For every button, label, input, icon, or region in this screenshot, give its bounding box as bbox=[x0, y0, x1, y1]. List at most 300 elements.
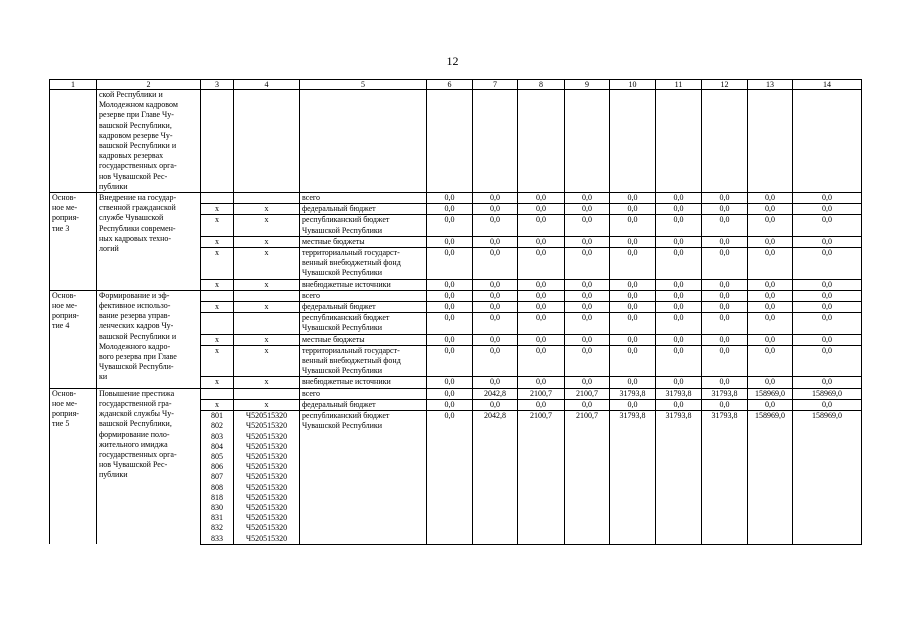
value-cell: 0,0 bbox=[565, 399, 610, 410]
text-line: венный внебюджетный фонд bbox=[302, 258, 401, 268]
text-line: Чувашской Республики bbox=[302, 225, 383, 235]
measure-label-cell bbox=[50, 193, 97, 291]
value-cell: 0,0 bbox=[518, 313, 565, 334]
measure-label-cell bbox=[50, 388, 97, 544]
value-cell: 0,0 bbox=[702, 334, 748, 345]
value-cell: 0,0 bbox=[518, 236, 565, 247]
text-line: 807 bbox=[211, 472, 223, 482]
value-cell: 0,0 bbox=[702, 302, 748, 313]
chapter-code-cell: х bbox=[201, 334, 234, 345]
funding-source-cell bbox=[300, 204, 427, 215]
chapter-code-cell bbox=[201, 388, 234, 399]
text-line: ки bbox=[99, 372, 108, 382]
text-line: жданской службы Чу- bbox=[99, 409, 174, 419]
value-cell: 0,0 bbox=[702, 204, 748, 215]
text-line: Ч520515320 bbox=[245, 421, 288, 431]
value-cell: 0,0 bbox=[565, 313, 610, 334]
value-cell: 0,0 bbox=[610, 279, 656, 290]
value-cell: 2042,8 bbox=[473, 411, 518, 545]
text-line: Ч520515320 bbox=[245, 502, 288, 512]
text-line: тие 4 bbox=[52, 321, 70, 331]
text-line: всего bbox=[302, 193, 321, 203]
text-line: территориальный государст- bbox=[302, 345, 400, 355]
target-code-cell bbox=[234, 313, 300, 334]
value-cell: 0,0 bbox=[473, 236, 518, 247]
value-cell: 0,0 bbox=[565, 302, 610, 313]
text-line: нов Чувашской Рес- bbox=[99, 460, 168, 470]
value-cell: 0,0 bbox=[610, 236, 656, 247]
text-line: ное ме- bbox=[52, 203, 78, 213]
value-cell: 0,0 bbox=[656, 248, 702, 280]
text-line: 808 bbox=[211, 482, 223, 492]
chapter-code-cell: х bbox=[201, 399, 234, 410]
value-cell: 0,0 bbox=[793, 215, 862, 236]
column-header: 6 bbox=[427, 80, 473, 90]
text-line: 804 bbox=[211, 441, 223, 451]
value-cell: 0,0 bbox=[702, 236, 748, 247]
chapter-code-cell: х bbox=[201, 248, 234, 280]
value-cell: 0,0 bbox=[793, 279, 862, 290]
value-cell: 0,0 bbox=[427, 399, 473, 410]
value-cell: 31793,8 bbox=[610, 411, 656, 545]
value-cell: 0,0 bbox=[748, 345, 793, 377]
value-cell: 0,0 bbox=[427, 204, 473, 215]
measure-title-cell bbox=[97, 290, 201, 388]
value-cell: 0,0 bbox=[427, 236, 473, 247]
text-line: Ч520515320 bbox=[245, 441, 288, 451]
text-line: Чувашской Республики bbox=[302, 323, 383, 333]
empty-cell bbox=[702, 90, 748, 193]
value-cell: 2100,7 bbox=[518, 411, 565, 545]
value-cell: 0,0 bbox=[793, 290, 862, 301]
value-cell: 0,0 bbox=[702, 313, 748, 334]
text-line: 818 bbox=[211, 492, 223, 502]
funding-source-cell bbox=[300, 313, 427, 334]
target-code-cell bbox=[234, 388, 300, 399]
value-cell: 0,0 bbox=[702, 193, 748, 204]
value-cell: 0,0 bbox=[656, 204, 702, 215]
text-line: ное ме- bbox=[52, 398, 78, 408]
text-line: Повышение престижа bbox=[99, 388, 175, 398]
text-line: всего bbox=[302, 388, 321, 398]
column-header: 7 bbox=[473, 80, 518, 90]
value-cell: 0,0 bbox=[565, 193, 610, 204]
chapter-code-cell: х bbox=[201, 204, 234, 215]
text-line: ленческих кадров Чу- bbox=[99, 321, 174, 331]
target-code-cell: х bbox=[234, 302, 300, 313]
column-header: 13 bbox=[748, 80, 793, 90]
value-cell: 0,0 bbox=[748, 313, 793, 334]
text-line: федеральный бюджет bbox=[302, 302, 376, 312]
value-cell: 2100,7 bbox=[565, 411, 610, 545]
value-cell: 0,0 bbox=[427, 215, 473, 236]
text-line: местные бюджеты bbox=[302, 236, 365, 246]
value-cell: 0,0 bbox=[748, 279, 793, 290]
header-row bbox=[50, 80, 862, 90]
value-cell: 0,0 bbox=[427, 279, 473, 290]
value-cell: 0,0 bbox=[427, 377, 473, 388]
funding-source-cell bbox=[300, 248, 427, 280]
chapter-code-cell bbox=[201, 411, 234, 545]
value-cell: 0,0 bbox=[610, 215, 656, 236]
text-line: фективное использо- bbox=[99, 301, 171, 311]
value-cell: 0,0 bbox=[427, 313, 473, 334]
text-line: Внедрение на государ- bbox=[99, 193, 177, 203]
chapter-code-cell: х bbox=[201, 377, 234, 388]
value-cell: 0,0 bbox=[656, 302, 702, 313]
empty-cell bbox=[748, 90, 793, 193]
value-cell: 31793,8 bbox=[656, 388, 702, 399]
column-header: 1 bbox=[50, 80, 97, 90]
value-cell: 2100,7 bbox=[565, 388, 610, 399]
text-line: роприя- bbox=[52, 409, 79, 419]
value-cell: 0,0 bbox=[473, 290, 518, 301]
text-line: 802 bbox=[211, 421, 223, 431]
value-cell: 0,0 bbox=[610, 248, 656, 280]
chapter-code-cell: х bbox=[201, 236, 234, 247]
text-line: 806 bbox=[211, 462, 223, 472]
value-cell: 0,0 bbox=[702, 279, 748, 290]
value-cell: 158969,0 bbox=[793, 388, 862, 399]
chapter-code-cell: х bbox=[201, 345, 234, 377]
text-line: ственной гражданской bbox=[99, 203, 176, 213]
text-line: республиканский бюджет bbox=[302, 215, 390, 225]
page-number: 12 bbox=[446, 54, 459, 68]
text-line: ное ме- bbox=[52, 301, 78, 311]
value-cell: 0,0 bbox=[793, 248, 862, 280]
value-cell: 0,0 bbox=[656, 193, 702, 204]
measure-title-cell bbox=[97, 90, 201, 193]
text-line: Чувашской Республики bbox=[302, 268, 383, 278]
value-cell: 0,0 bbox=[748, 399, 793, 410]
value-cell: 0,0 bbox=[656, 215, 702, 236]
value-cell: 0,0 bbox=[518, 334, 565, 345]
value-cell: 0,0 bbox=[565, 279, 610, 290]
text-line: формирование поло- bbox=[99, 429, 170, 439]
value-cell: 31793,8 bbox=[702, 388, 748, 399]
value-cell: 0,0 bbox=[427, 302, 473, 313]
value-cell: 0,0 bbox=[702, 345, 748, 377]
text-line: резерве при Главе Чу- bbox=[99, 110, 174, 120]
chapter-code-cell bbox=[201, 193, 234, 204]
column-header: 2 bbox=[97, 80, 201, 90]
value-cell: 158969,0 bbox=[793, 411, 862, 545]
value-cell: 0,0 bbox=[565, 248, 610, 280]
value-cell: 0,0 bbox=[427, 193, 473, 204]
value-cell: 0,0 bbox=[565, 215, 610, 236]
text-line: республиканский бюджет bbox=[302, 313, 390, 323]
text-line: 833 bbox=[211, 533, 223, 543]
value-cell: 0,0 bbox=[748, 236, 793, 247]
target-code-cell bbox=[234, 290, 300, 301]
text-line: Ч520515320 bbox=[245, 492, 288, 502]
text-line: 803 bbox=[211, 431, 223, 441]
text-line: Ч520515320 bbox=[245, 451, 288, 461]
value-cell: 0,0 bbox=[518, 248, 565, 280]
text-line: ской Республики и bbox=[99, 90, 163, 99]
text-line: кадровом резерве Чу- bbox=[99, 130, 173, 140]
value-cell: 0,0 bbox=[656, 345, 702, 377]
value-cell: 0,0 bbox=[610, 290, 656, 301]
target-code-cell: х bbox=[234, 345, 300, 377]
chapter-code-cell: х bbox=[201, 302, 234, 313]
value-cell: 0,0 bbox=[518, 215, 565, 236]
text-line: государственной гра- bbox=[99, 398, 172, 408]
funding-source-cell bbox=[300, 388, 427, 399]
target-code-cell: х bbox=[234, 204, 300, 215]
text-line: территориальный государст- bbox=[302, 248, 400, 258]
text-line: Ч520515320 bbox=[245, 533, 288, 543]
target-code-cell bbox=[234, 411, 300, 545]
text-line: Республики современ- bbox=[99, 223, 176, 233]
value-cell: 0,0 bbox=[473, 313, 518, 334]
value-cell: 0,0 bbox=[702, 290, 748, 301]
value-cell: 0,0 bbox=[518, 377, 565, 388]
text-line: Формирование и эф- bbox=[99, 290, 170, 300]
chapter-code-cell bbox=[201, 313, 234, 334]
text-line: вашской Республики и bbox=[99, 331, 177, 341]
value-cell: 0,0 bbox=[748, 215, 793, 236]
value-cell: 2100,7 bbox=[518, 388, 565, 399]
text-line: Чувашской Республики bbox=[302, 421, 383, 431]
column-header: 5 bbox=[300, 80, 427, 90]
text-line: Ч520515320 bbox=[245, 462, 288, 472]
column-header: 9 bbox=[565, 80, 610, 90]
funding-source-cell bbox=[300, 345, 427, 377]
value-cell: 0,0 bbox=[518, 193, 565, 204]
value-cell: 0,0 bbox=[518, 399, 565, 410]
empty-cell bbox=[518, 90, 565, 193]
text-line: роприя- bbox=[52, 213, 79, 223]
value-cell: 0,0 bbox=[518, 302, 565, 313]
text-line: Молодежном кадровом bbox=[99, 100, 178, 110]
value-cell: 0,0 bbox=[656, 236, 702, 247]
value-cell: 0,0 bbox=[793, 193, 862, 204]
measure-label-cell bbox=[50, 90, 97, 193]
value-cell: 0,0 bbox=[793, 345, 862, 377]
value-cell: 0,0 bbox=[793, 204, 862, 215]
value-cell: 158969,0 bbox=[748, 411, 793, 545]
value-cell: 0,0 bbox=[610, 399, 656, 410]
value-cell: 0,0 bbox=[702, 377, 748, 388]
value-cell: 0,0 bbox=[793, 399, 862, 410]
text-line: внебюджетные источники bbox=[302, 279, 391, 289]
value-cell: 0,0 bbox=[656, 334, 702, 345]
funding-source-cell bbox=[300, 334, 427, 345]
value-cell: 0,0 bbox=[427, 290, 473, 301]
funding-source-cell bbox=[300, 193, 427, 204]
text-line: тие 3 bbox=[52, 223, 70, 233]
funding-source-cell bbox=[300, 215, 427, 236]
text-line: венный внебюджетный фонд bbox=[302, 356, 401, 366]
text-line: 832 bbox=[211, 523, 223, 533]
text-line: тие 5 bbox=[52, 419, 70, 429]
value-cell: 0,0 bbox=[793, 302, 862, 313]
column-header: 3 bbox=[201, 80, 234, 90]
value-cell: 0,0 bbox=[473, 279, 518, 290]
chapter-code-cell: х bbox=[201, 279, 234, 290]
value-cell: 0,0 bbox=[656, 279, 702, 290]
value-cell: 0,0 bbox=[656, 377, 702, 388]
value-cell: 0,0 bbox=[702, 399, 748, 410]
text-line: жительного имиджа bbox=[99, 439, 168, 449]
text-line: вашской Республики, bbox=[99, 120, 172, 130]
text-line: государственных орга- bbox=[99, 449, 177, 459]
column-header: 14 bbox=[793, 80, 862, 90]
text-line: роприя- bbox=[52, 311, 79, 321]
value-cell: 0,0 bbox=[610, 334, 656, 345]
value-cell: 0,0 bbox=[565, 204, 610, 215]
target-code-cell: х bbox=[234, 236, 300, 247]
target-code-cell: х bbox=[234, 279, 300, 290]
text-line: 831 bbox=[211, 513, 223, 523]
value-cell: 0,0 bbox=[748, 377, 793, 388]
value-cell: 0,0 bbox=[793, 313, 862, 334]
text-line: Ч520515320 bbox=[245, 523, 288, 533]
value-cell: 0,0 bbox=[565, 377, 610, 388]
value-cell: 0,0 bbox=[610, 302, 656, 313]
empty-cell bbox=[473, 90, 518, 193]
text-line: местные бюджеты bbox=[302, 334, 365, 344]
value-cell: 0,0 bbox=[427, 334, 473, 345]
empty-cell bbox=[565, 90, 610, 193]
value-cell: 0,0 bbox=[473, 215, 518, 236]
value-cell: 0,0 bbox=[656, 290, 702, 301]
column-header: 10 bbox=[610, 80, 656, 90]
funding-source-cell bbox=[300, 236, 427, 247]
text-line: ных кадровых техно- bbox=[99, 233, 172, 243]
chapter-code-cell bbox=[201, 290, 234, 301]
value-cell: 0,0 bbox=[427, 345, 473, 377]
empty-cell bbox=[610, 90, 656, 193]
value-cell: 0,0 bbox=[702, 215, 748, 236]
value-cell: 0,0 bbox=[473, 377, 518, 388]
value-cell: 0,0 bbox=[518, 345, 565, 377]
text-line: Основ- bbox=[52, 193, 77, 203]
measure-title-cell bbox=[97, 388, 201, 544]
funding-source-cell bbox=[300, 290, 427, 301]
text-line: федеральный бюджет bbox=[302, 204, 376, 214]
text-line: Ч520515320 bbox=[245, 513, 288, 523]
value-cell: 0,0 bbox=[610, 345, 656, 377]
text-line: Ч520515320 bbox=[245, 472, 288, 482]
text-line: внебюджетные источники bbox=[302, 377, 391, 387]
target-code-cell: х bbox=[234, 215, 300, 236]
value-cell: 0,0 bbox=[748, 334, 793, 345]
text-line: всего bbox=[302, 290, 321, 300]
value-cell: 0,0 bbox=[518, 204, 565, 215]
value-cell: 0,0 bbox=[702, 248, 748, 280]
target-code-cell: х bbox=[234, 334, 300, 345]
value-cell: 2042,8 bbox=[473, 388, 518, 399]
text-line: логий bbox=[99, 244, 119, 254]
text-line: вашской Республики и bbox=[99, 141, 177, 151]
table-row bbox=[50, 193, 862, 204]
text-line: Чувашской Республи- bbox=[99, 362, 174, 372]
value-cell: 0,0 bbox=[656, 399, 702, 410]
column-header: 12 bbox=[702, 80, 748, 90]
text-line: вание резерва управ- bbox=[99, 311, 171, 321]
value-cell: 0,0 bbox=[656, 313, 702, 334]
text-line: федеральный бюджет bbox=[302, 399, 376, 409]
text-line: Основ- bbox=[52, 290, 77, 300]
value-cell: 31793,8 bbox=[702, 411, 748, 545]
text-line: службе Чувашской bbox=[99, 213, 164, 223]
funding-source-cell bbox=[300, 302, 427, 313]
value-cell: 0,0 bbox=[748, 302, 793, 313]
column-header: 4 bbox=[234, 80, 300, 90]
text-line: кадровых резервах bbox=[99, 151, 164, 161]
table-row bbox=[50, 388, 862, 399]
value-cell: 0,0 bbox=[565, 290, 610, 301]
value-cell: 0,0 bbox=[748, 290, 793, 301]
value-cell: 31793,8 bbox=[610, 388, 656, 399]
text-line: Чувашской Республики bbox=[302, 366, 383, 376]
measure-title-cell bbox=[97, 193, 201, 291]
value-cell: 0,0 bbox=[610, 313, 656, 334]
value-cell: 158969,0 bbox=[748, 388, 793, 399]
value-cell: 0,0 bbox=[748, 193, 793, 204]
value-cell: 0,0 bbox=[473, 334, 518, 345]
text-line: республиканский бюджет bbox=[302, 411, 390, 421]
funding-source-cell bbox=[300, 411, 427, 545]
text-line: 805 bbox=[211, 451, 223, 461]
value-cell: 0,0 bbox=[473, 399, 518, 410]
empty-cell bbox=[201, 90, 234, 193]
value-cell: 0,0 bbox=[610, 193, 656, 204]
target-code-cell: х bbox=[234, 399, 300, 410]
value-cell: 0,0 bbox=[793, 377, 862, 388]
value-cell: 0,0 bbox=[748, 248, 793, 280]
text-line: нов Чувашской Рес- bbox=[99, 171, 168, 181]
value-cell: 0,0 bbox=[473, 345, 518, 377]
value-cell: 0,0 bbox=[473, 193, 518, 204]
value-cell: 0,0 bbox=[565, 345, 610, 377]
continuation-row bbox=[50, 90, 862, 193]
value-cell: 0,0 bbox=[610, 204, 656, 215]
column-header: 8 bbox=[518, 80, 565, 90]
value-cell: 31793,8 bbox=[656, 411, 702, 545]
text-line: Основ- bbox=[52, 388, 77, 398]
value-cell: 0,0 bbox=[473, 204, 518, 215]
empty-cell bbox=[300, 90, 427, 193]
value-cell: 0,0 bbox=[610, 377, 656, 388]
measure-label-cell bbox=[50, 290, 97, 388]
value-cell: 0,0 bbox=[427, 248, 473, 280]
value-cell: 0,0 bbox=[473, 248, 518, 280]
value-cell: 0,0 bbox=[518, 279, 565, 290]
text-line: Ч520515320 bbox=[245, 431, 288, 441]
empty-cell bbox=[793, 90, 862, 193]
text-line: публики bbox=[99, 470, 128, 480]
text-line: 830 bbox=[211, 502, 223, 512]
value-cell: 0,0 bbox=[473, 302, 518, 313]
column-header: 11 bbox=[656, 80, 702, 90]
empty-cell bbox=[427, 90, 473, 193]
budget-table bbox=[49, 79, 862, 545]
funding-source-cell bbox=[300, 279, 427, 290]
value-cell: 0,0 bbox=[427, 411, 473, 545]
funding-source-cell bbox=[300, 377, 427, 388]
value-cell: 0,0 bbox=[518, 290, 565, 301]
text-line: государственных орга- bbox=[99, 161, 177, 171]
text-line: вого резерва при Главе bbox=[99, 352, 177, 362]
text-line: Ч520515320 bbox=[245, 411, 288, 421]
text-line: 801 bbox=[211, 411, 223, 421]
target-code-cell: х bbox=[234, 248, 300, 280]
chapter-code-cell: х bbox=[201, 215, 234, 236]
value-cell: 0,0 bbox=[565, 334, 610, 345]
